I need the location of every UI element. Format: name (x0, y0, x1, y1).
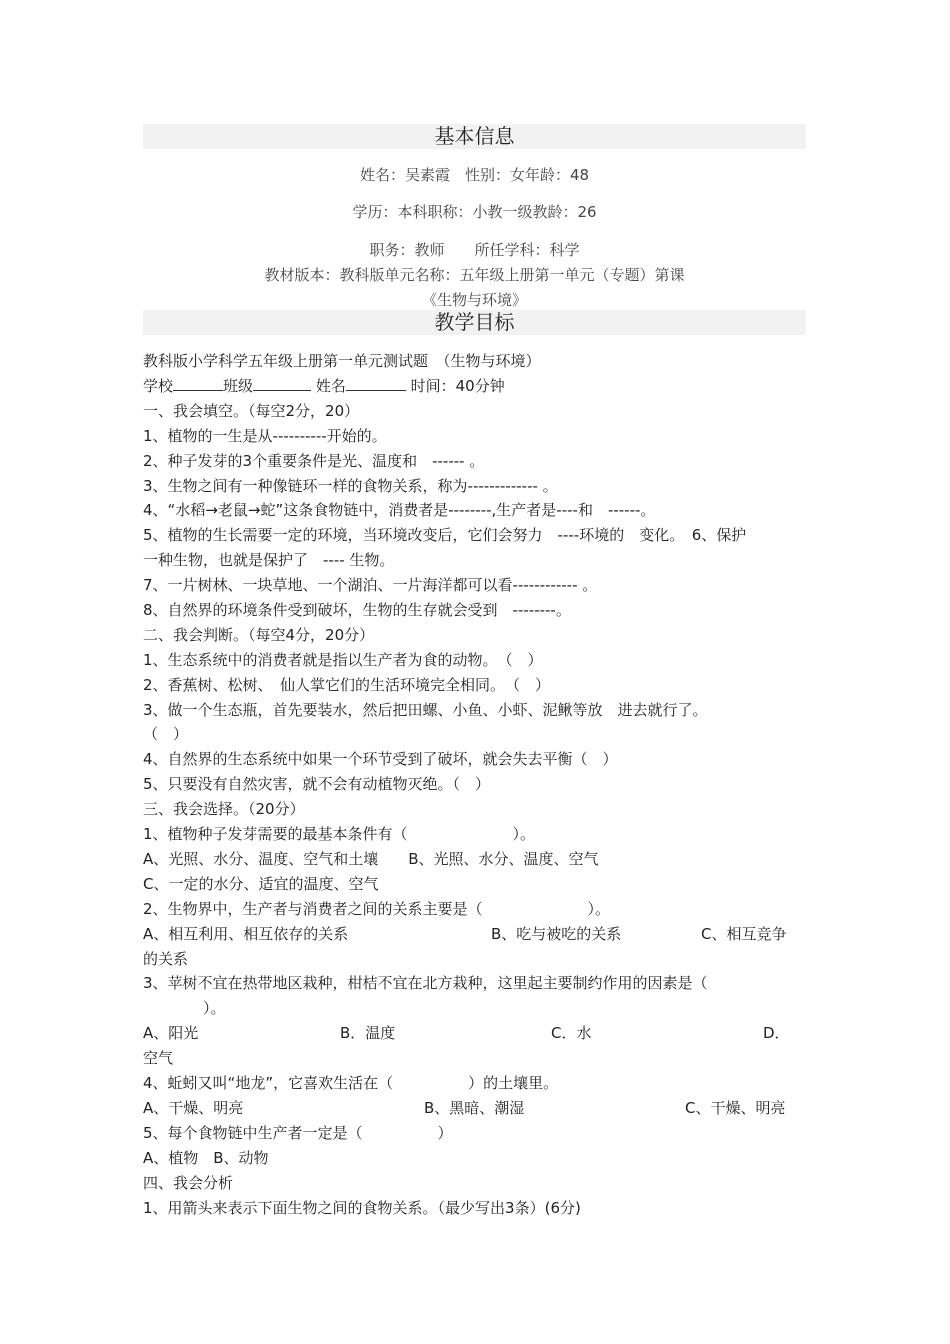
info-line-2: 学历：本科职称：小教一级教龄：26 (352, 203, 597, 221)
part4-title: 四、我会分析 (143, 1174, 234, 1192)
part3-q1: 1、植物种子发芽需要的最基本条件有（ ）。 (143, 825, 536, 843)
part1-q4: 4、“水稻→老鼠→蛇”这条食物链中，消费者是--------,生产者是----和 ------。 (143, 501, 656, 519)
q4-option-a: A、干燥、明亮 (143, 1099, 244, 1117)
part3-q3: 3、苹树不宜在热带地区栽种，柑桔不宜在北方栽种，这里起主要制约作用的因素是（ (143, 974, 708, 992)
part1-title: 一、我会填空。（每空2分，20） (143, 402, 360, 420)
part1-q5: 5、植物的生长需要一定的环境，当环境改变后，它们会努力 ----环境的 变化。 6、保护 (143, 526, 747, 544)
part3-q2-option-c-cont: 的关系 (143, 950, 189, 968)
name-blank[interactable] (346, 376, 406, 391)
part3-q4: 4、蚯蚓又叫“地龙”，它喜欢生活在（ ）的土壤里。 (143, 1074, 559, 1092)
part1-q7: 7、一片树林、一块草地、一个湖泊、一片海洋都可以看------------ 。 (143, 576, 598, 594)
part2-q2: 2、香蕉树、松树、 仙人掌它们的生活环境完全相同。 （ ） (143, 676, 551, 694)
q4-option-b: B、黑暗、潮湿 (424, 1099, 525, 1117)
info-line-1: 姓名：吴素霞 性别：女年龄：48 (359, 166, 590, 184)
info-line-3: 职务：教师 所任学科：科学 (369, 241, 580, 259)
part3-q2: 2、生物界中，生产者与消费者之间的关系主要是（ ）。 (143, 900, 611, 918)
school-blank[interactable] (173, 376, 223, 391)
part1-q3: 3、生物之间有一种像链环一样的食物关系，称为------------- 。 (143, 477, 558, 495)
part1-q8: 8、自然界的环境条件受到破坏，生物的生存就会受到 --------。 (143, 601, 571, 619)
part2-q3-paren: （ ） (143, 725, 189, 743)
school-label: 学校 (143, 377, 174, 395)
part1-q6-cont: 一种生物，也就是保护了 ---- 生物。 (143, 551, 395, 569)
q2-option-a: A、相互利用、相互依存的关系 (143, 925, 349, 943)
q3-option-d: D． (763, 1024, 790, 1042)
q3-option-a: A、阳光 (143, 1024, 199, 1042)
part1-q1: 1、植物的一生是从----------开始的。 (143, 427, 387, 445)
part4-q1: 1、用箭头来表示下面生物之间的食物关系。（最少写出3条）(6分) (143, 1199, 581, 1217)
q4-option-c: C、干燥、明亮 (685, 1099, 786, 1117)
info-line-4: 教材版本：教科版单元名称：五年级上册第一单元（专题）第课 (264, 266, 685, 284)
section-basic-info: 基本信息 (143, 124, 806, 149)
test-title: 教科版小学科学五年级上册第一单元测试题 （生物与环境） (143, 352, 541, 370)
part3-q1-options-ab: A、光照、水分、温度、空气和土壤 B、光照、水分、温度、空气 (143, 850, 599, 868)
part3-q5-options: A、植物 B、动物 (143, 1149, 269, 1167)
part2-q3: 3、做一个生态瓶，首先要装水，然后把田螺、小鱼、小虾、泥鳅等放 进去就行了。 (143, 701, 708, 719)
part2-q4: 4、自然界的生态系统中如果一个环节受到了破坏，就会失去平衡（ ） (143, 750, 618, 768)
name-label: 姓名 (315, 377, 346, 395)
class-label: 班级 (223, 377, 254, 395)
q3-option-b: B．温度 (340, 1024, 396, 1042)
part2-q1: 1、生态系统中的消费者就是指以生产者为食的动物。 （ ） (143, 651, 543, 669)
section-teaching-goals: 教学目标 (143, 310, 806, 335)
part2-title: 二、我会判断。（每空4分，20分） (143, 626, 375, 644)
q2-option-c: C、相互竞争 (701, 925, 787, 943)
part1-q2: 2、种子发芽的3个重要条件是光、温度和 ------ 。 (143, 452, 485, 470)
part3-q5: 5、每个食物链中生产者一定是（ ） (143, 1124, 453, 1142)
info-line-5: 《生物与环境》 (421, 291, 527, 309)
test-header-line (143, 375, 813, 396)
time-label: 时间：40分钟 (410, 377, 505, 395)
part3-q3-cont: ）。 (143, 999, 226, 1017)
part2-q5: 5、只要没有自然灾害，就不会有动植物灭绝。（ ） (143, 775, 491, 793)
class-blank[interactable] (253, 376, 311, 391)
part3-q3-option-d-cont: 空气 (143, 1049, 174, 1067)
part3-q1-option-c: C、一定的水分、适宜的温度、空气 (143, 875, 379, 893)
q3-option-c: C．水 (551, 1024, 592, 1042)
part3-title: 三、我会选择。（20分） (143, 800, 305, 818)
q2-option-b: B、吃与被吃的关系 (491, 925, 622, 943)
